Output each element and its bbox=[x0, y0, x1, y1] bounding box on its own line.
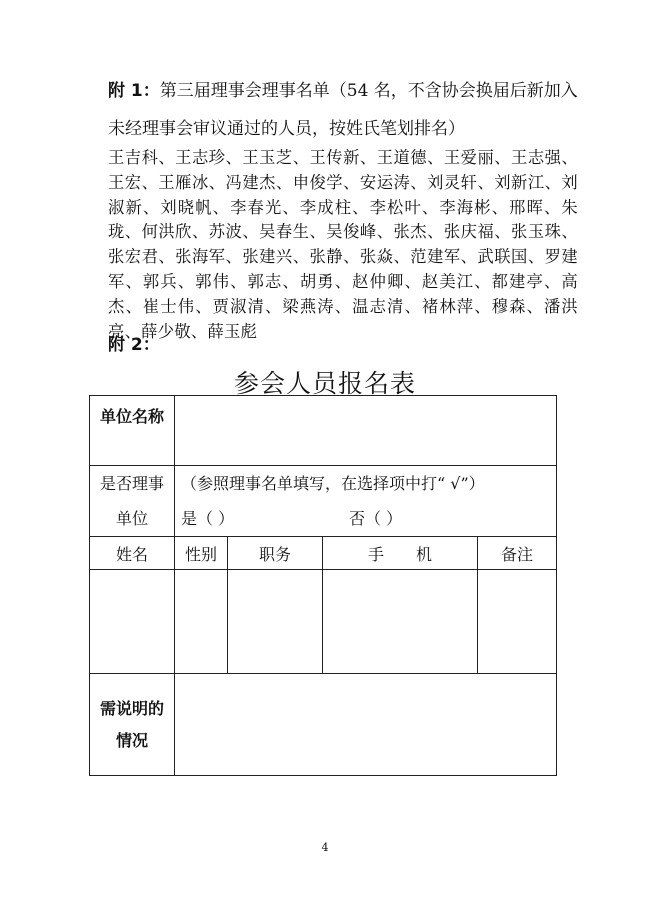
entry-name-cell[interactable] bbox=[90, 570, 175, 674]
director-note: （参照理事名单填写，在选择项中打“ √”） bbox=[181, 474, 485, 493]
appendix2-label: 附 2： bbox=[108, 335, 160, 355]
col-header-remarks: 备注 bbox=[478, 537, 557, 570]
director-label-line1: 是否理事 bbox=[99, 474, 164, 493]
unit-name-label: 单位名称 bbox=[90, 396, 175, 466]
appendix1-heading bbox=[108, 72, 578, 148]
entry-remarks-cell[interactable] bbox=[478, 570, 557, 674]
col-header-gender: 性别 bbox=[175, 537, 228, 570]
director-name-list: 王吉科、王志珍、王玉芝、王传新、王道德、王爱丽、王志强、王宏、王雁冰、冯建杰、申俊学、安运涛、刘灵轩、刘新江、刘淑新、刘晓帆、李春光、李成柱、李松叶、李海彬、邢晖、朱珑、何洪欣、苏波、吴春生、吴俊峰、张杰、张庆福、张玉珠、张宏君、张海军、张建兴、张静、张焱、范建军、武联国、罗建军、郭兵、郭伟、郭志、胡勇、赵仲卿、赵美江、都建亭、高杰、崔士伟、贾淑清、梁燕涛、温志清、褚林萍、穆森、潘洪亮、薛少敬、薛玉彪 bbox=[108, 148, 578, 341]
entry-row bbox=[90, 570, 557, 674]
page-number: 4 bbox=[321, 841, 329, 854]
entry-gender-cell[interactable] bbox=[175, 570, 228, 674]
no-option[interactable]: 否（ ） bbox=[349, 509, 403, 528]
remarks-field[interactable] bbox=[175, 674, 557, 776]
appendix1-intro: 第三届理事会理事名单（54 名，不含协会换届后新加入未经理事会审议通过的人员，按姓氏笔划排名） bbox=[108, 81, 578, 139]
remarks-label-cell bbox=[90, 674, 175, 776]
entry-position-cell[interactable] bbox=[228, 570, 323, 674]
unit-name-field[interactable] bbox=[175, 396, 557, 466]
remarks-label-line2: 情况 bbox=[115, 730, 148, 750]
col-header-position: 职务 bbox=[228, 537, 323, 570]
remarks-row bbox=[90, 674, 557, 776]
col-header-name: 姓名 bbox=[90, 537, 175, 570]
remarks-label-line1: 需说明的 bbox=[99, 698, 164, 718]
column-header-row bbox=[90, 537, 557, 570]
entry-mobile-cell[interactable] bbox=[323, 570, 478, 674]
form-title: 参会人员报名表 bbox=[233, 369, 416, 398]
director-label-cell bbox=[90, 466, 175, 537]
appendix1-label: 附 1： bbox=[108, 81, 160, 101]
director-choice-cell bbox=[175, 466, 557, 537]
registration-form-table bbox=[89, 395, 557, 776]
director-label-line2: 单位 bbox=[115, 509, 148, 528]
unit-name-row bbox=[90, 396, 557, 466]
yes-option[interactable]: 是（ ） bbox=[181, 509, 235, 528]
col-header-mobile: 手 机 bbox=[323, 537, 478, 570]
director-row bbox=[90, 466, 557, 537]
